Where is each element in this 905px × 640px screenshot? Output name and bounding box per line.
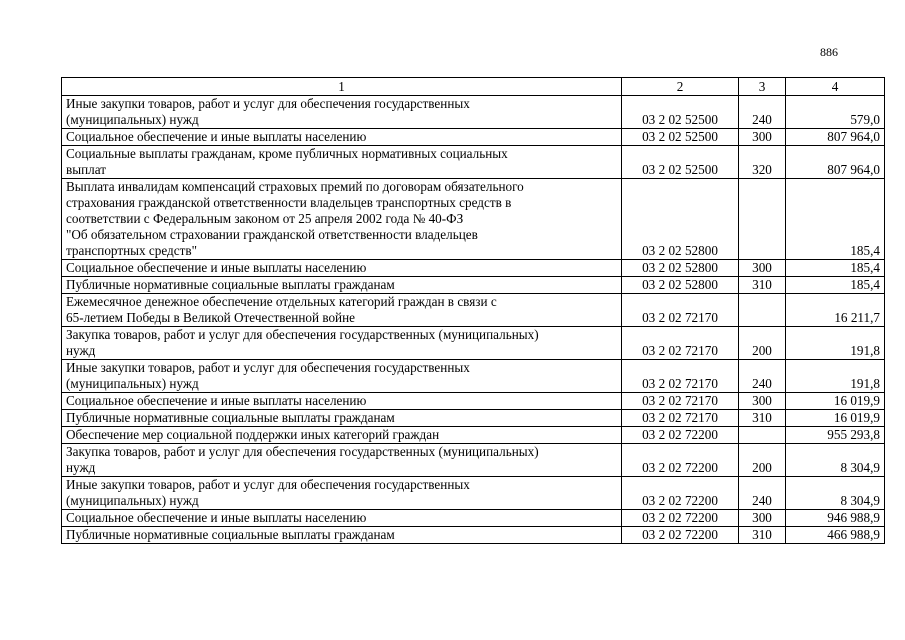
row-amount-cell: 185,4: [786, 277, 885, 294]
row-code-cell: 03 2 02 72200: [622, 510, 739, 527]
row-name-cell: Закупка товаров, работ и услуг для обеспечения государственных (муниципальных) нужд: [62, 327, 622, 360]
table-header: [62, 78, 885, 96]
row-code-cell: 03 2 02 72170: [622, 410, 739, 427]
row-name-cell: Публичные нормативные социальные выплаты гражданам: [62, 527, 622, 544]
budget-table: [61, 77, 885, 544]
row-expense-type-cell: 310: [739, 277, 786, 294]
row-name-cell: Иные закупки товаров, работ и услуг для обеспечения государственных (муниципальных) нужд: [62, 477, 622, 510]
row-name-cell: Иные закупки товаров, работ и услуг для обеспечения государственных (муниципальных) нужд: [62, 360, 622, 393]
row-code-cell: 03 2 02 52500: [622, 96, 739, 129]
row-name-cell: Социальные выплаты гражданам, кроме публичных нормативных социальных выплат: [62, 146, 622, 179]
table-row: [62, 427, 885, 444]
row-amount-cell: 185,4: [786, 260, 885, 277]
row-amount-cell: 191,8: [786, 360, 885, 393]
table-row: [62, 477, 885, 510]
row-name-cell: Ежемесячное денежное обеспечение отдельных категорий граждан в связи с 65-летием Победы в Великой Отечественной войне: [62, 294, 622, 327]
table-row: [62, 410, 885, 427]
row-expense-type-cell: 310: [739, 410, 786, 427]
row-expense-type-cell: [739, 179, 786, 260]
row-amount-cell: 16 019,9: [786, 393, 885, 410]
row-expense-type-cell: 240: [739, 96, 786, 129]
row-expense-type-cell: [739, 427, 786, 444]
row-expense-type-cell: 300: [739, 260, 786, 277]
row-amount-cell: 807 964,0: [786, 146, 885, 179]
row-expense-type-cell: 300: [739, 129, 786, 146]
table-row: [62, 277, 885, 294]
row-expense-type-cell: 240: [739, 477, 786, 510]
header-row: [62, 78, 885, 96]
column-header-amount: 4: [786, 78, 885, 96]
row-expense-type-cell: 200: [739, 444, 786, 477]
row-code-cell: 03 2 02 52500: [622, 129, 739, 146]
row-code-cell: 03 2 02 72170: [622, 327, 739, 360]
table-body: [62, 96, 885, 544]
row-amount-cell: 466 988,9: [786, 527, 885, 544]
row-name-cell: Закупка товаров, работ и услуг для обеспечения государственных (муниципальных) нужд: [62, 444, 622, 477]
table-row: [62, 179, 885, 260]
row-expense-type-cell: 300: [739, 510, 786, 527]
row-name-cell: Публичные нормативные социальные выплаты гражданам: [62, 277, 622, 294]
row-expense-type-cell: 240: [739, 360, 786, 393]
row-amount-cell: 946 988,9: [786, 510, 885, 527]
row-amount-cell: 16 019,9: [786, 410, 885, 427]
row-code-cell: 03 2 02 72200: [622, 444, 739, 477]
table-row: [62, 294, 885, 327]
row-expense-type-cell: 200: [739, 327, 786, 360]
table-row: [62, 360, 885, 393]
row-name-cell: Социальное обеспечение и иные выплаты населению: [62, 260, 622, 277]
table-row: [62, 327, 885, 360]
table-row: [62, 129, 885, 146]
column-header-expense-type: 3: [739, 78, 786, 96]
row-amount-cell: 8 304,9: [786, 444, 885, 477]
row-expense-type-cell: 320: [739, 146, 786, 179]
row-code-cell: 03 2 02 72200: [622, 527, 739, 544]
row-code-cell: 03 2 02 72170: [622, 360, 739, 393]
row-code-cell: 03 2 02 52800: [622, 277, 739, 294]
table-row: [62, 96, 885, 129]
row-expense-type-cell: [739, 294, 786, 327]
row-name-cell: Социальное обеспечение и иные выплаты населению: [62, 129, 622, 146]
row-code-cell: 03 2 02 52500: [622, 146, 739, 179]
row-name-cell: Социальное обеспечение и иные выплаты населению: [62, 510, 622, 527]
column-header-code: 2: [622, 78, 739, 96]
row-name-cell: Обеспечение мер социальной поддержки иных категорий граждан: [62, 427, 622, 444]
row-name-cell: Выплата инвалидам компенсаций страховых премий по договорам обязательного страхования гражданской ответственности владельцев транспортных средств в соответствии с Федеральным законом от 25 апреля 2002 года № 40-ФЗ "Об обязательном страховании гражданской ответственности владельцев транспортных средств": [62, 179, 622, 260]
row-expense-type-cell: 310: [739, 527, 786, 544]
table-row: [62, 393, 885, 410]
row-code-cell: 03 2 02 72170: [622, 393, 739, 410]
row-name-cell: Публичные нормативные социальные выплаты гражданам: [62, 410, 622, 427]
row-code-cell: 03 2 02 52800: [622, 260, 739, 277]
row-amount-cell: 16 211,7: [786, 294, 885, 327]
row-amount-cell: 807 964,0: [786, 129, 885, 146]
row-amount-cell: 8 304,9: [786, 477, 885, 510]
table-row: [62, 527, 885, 544]
table-row: [62, 444, 885, 477]
row-amount-cell: 191,8: [786, 327, 885, 360]
row-amount-cell: 955 293,8: [786, 427, 885, 444]
table-row: [62, 510, 885, 527]
row-code-cell: 03 2 02 72170: [622, 294, 739, 327]
row-code-cell: 03 2 02 72200: [622, 477, 739, 510]
table-row: [62, 146, 885, 179]
row-code-cell: 03 2 02 72200: [622, 427, 739, 444]
row-name-cell: Иные закупки товаров, работ и услуг для обеспечения государственных (муниципальных) нужд: [62, 96, 622, 129]
table-row: [62, 260, 885, 277]
column-header-name: 1: [62, 78, 622, 96]
row-code-cell: 03 2 02 52800: [622, 179, 739, 260]
row-amount-cell: 579,0: [786, 96, 885, 129]
row-amount-cell: 185,4: [786, 179, 885, 260]
row-expense-type-cell: 300: [739, 393, 786, 410]
page-number: 886: [820, 45, 838, 59]
row-name-cell: Социальное обеспечение и иные выплаты населению: [62, 393, 622, 410]
